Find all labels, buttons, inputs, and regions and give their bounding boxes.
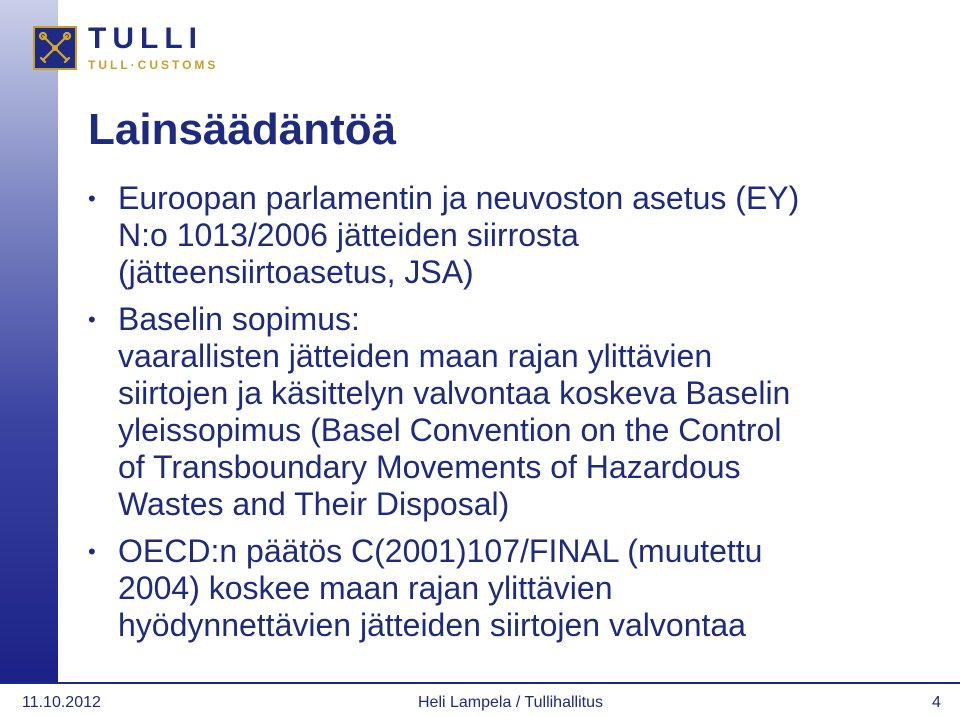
- bullet-line: (jätteensiirtoasetus, JSA): [118, 254, 474, 290]
- bullet-line: 2004) koskee maan rajan ylittävien: [118, 570, 613, 606]
- bullet-line: OECD:n päätös C(2001)107/FINAL (muutettu: [118, 533, 763, 569]
- slide-title: Lainsäädäntöä: [88, 105, 397, 154]
- bullet-item: [80, 301, 940, 523]
- bullet-line: hyödynnettävien jätteiden siirtojen valvontaa: [118, 607, 746, 643]
- bullet-dot-icon: •: [88, 186, 96, 211]
- logo-tagline: TULL·CUSTOMS: [88, 58, 219, 72]
- bullet-line: vaarallisten jätteiden maan rajan ylittävien: [118, 338, 713, 374]
- bullet-line: of Transboundary Movements of Hazardous: [118, 449, 741, 485]
- bullet-dot-icon: •: [88, 307, 96, 332]
- footer-author: Heli Lampela / Tullihallitus: [418, 694, 603, 711]
- left-gradient-bar: [0, 0, 58, 682]
- bullet-item: [80, 180, 940, 291]
- tulli-emblem-icon: [33, 26, 77, 70]
- page-number: 4: [932, 694, 941, 711]
- bullet-list: [80, 180, 940, 644]
- bullet-dot-icon: •: [88, 539, 96, 564]
- footer-date: 11.10.2012: [22, 694, 101, 711]
- bullet-line: Wastes and Their Disposal): [118, 486, 510, 522]
- bullet-item: [80, 533, 940, 644]
- bullet-line: Baselin sopimus:: [118, 301, 360, 337]
- bullet-line: siirtojen ja käsittelyn valvontaa koskeva Baselin: [118, 375, 791, 411]
- bullet-line: N:o 1013/2006 jätteiden siirrosta: [118, 217, 579, 253]
- bullet-line: yleissopimus (Basel Convention on the Control: [118, 412, 782, 448]
- footer-divider: [0, 682, 960, 684]
- logo-wordmark: TULLI: [88, 22, 203, 55]
- bullet-line: Euroopan parlamentin ja neuvoston asetus (EY): [118, 180, 800, 216]
